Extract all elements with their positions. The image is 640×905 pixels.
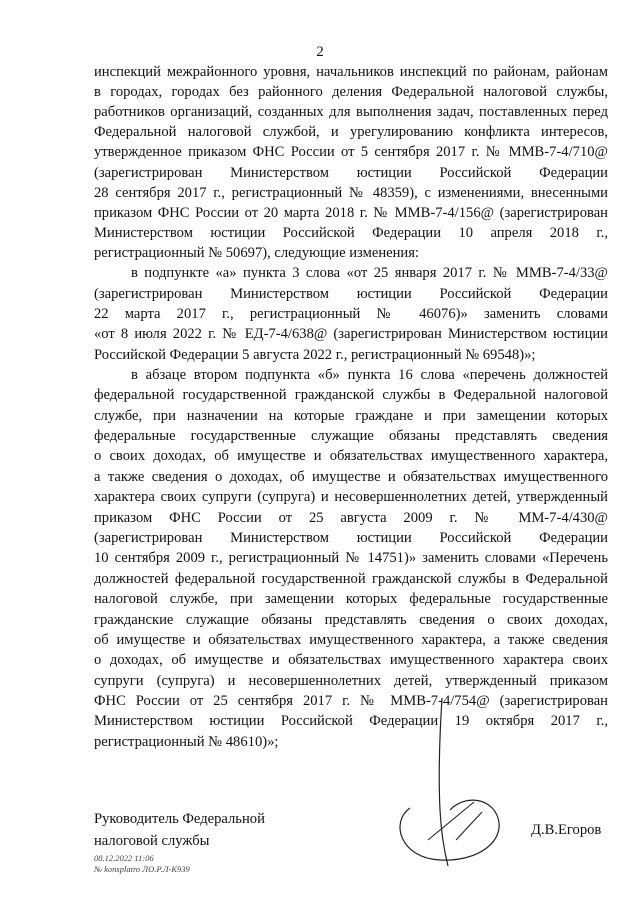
text-line: федеральной государственной гражданской службы в Федеральной налоговой — [94, 387, 608, 403]
text-line: должностей федеральной государственной гражданской службы в Федеральной — [94, 571, 608, 587]
text-line: 28 сентября 2017 г., регистрационный № 48359), с изменениями, внесенными — [94, 185, 608, 201]
text-line: (зарегистрирован Министерством юстиции Российской Федерации — [94, 286, 608, 302]
text-line: утвержденное приказом ФНС России от 5 сентября 2017 г. № ММВ-7-4/710@ — [94, 144, 608, 160]
text-line: «от 8 июля 2022 г. № ЕД-7-4/638@ (зарегистрирован Министерством юстиции — [94, 326, 608, 342]
text-line: (зарегистрирован Министерством юстиции Российской Федерации — [94, 530, 608, 546]
text-line: в городах, городах без районного деления Федеральной налоговой службы, — [94, 84, 608, 100]
text-line: инспекций межрайонного уровня, начальников инспекций по районам, районам — [94, 64, 608, 80]
handwritten-signature — [370, 690, 530, 870]
text-line: (зарегистрирован Министерством юстиции Российской Федерации — [94, 165, 608, 181]
text-line: Российской Федерации 5 августа 2022 г., регистрационный № 69548)»; — [94, 347, 536, 363]
text-line: приказом ФНС России от 20 марта 2018 г. № ММВ-7-4/156@ (зарегистрирован — [94, 205, 608, 221]
text-line: о своих доходах, об имуществе и обязательствах имущественного характера, — [94, 448, 608, 464]
text-line: Министерством юстиции Российской Федерации 19 октября 2017 г., — [94, 713, 608, 729]
text-line: в абзаце втором подпункта «б» пункта 16 слова «перечень должностей — [131, 367, 608, 383]
text-line: службе, при назначении на которые граждане и при замещении которых — [94, 408, 608, 424]
text-line: о доходах, об имуществе и обязательствах имущественного характера своих — [94, 652, 608, 668]
text-line: ФНС России от 25 сентября 2017 г. № ММВ-7-4/754@ (зарегистрирован — [94, 693, 608, 709]
signer-position: Руководитель Федеральной — [94, 811, 265, 827]
text-line: а также сведения о доходах, об имуществе и обязательствах имущественного — [94, 469, 608, 485]
print-stamp-id: № konsplatro ЛО.Р.Л-К939 — [94, 864, 190, 874]
signer-name: Д.В.Егоров — [531, 822, 602, 838]
text-line: 22 марта 2017 г., регистрационный № 46076)» заменить словами — [94, 306, 608, 322]
print-stamp-date: 08.12.2022 11:06 — [94, 853, 154, 863]
text-line: регистрационный № 50697), следующие изменения: — [94, 245, 419, 261]
text-line: характера своих супруги (супруга) и несовершеннолетних детей, утвержденный — [94, 489, 608, 505]
text-line: Федеральной налоговой службой, и урегулированию конфликта интересов, — [94, 124, 608, 140]
text-line: в подпункте «а» пункта 3 слова «от 25 января 2017 г. № ММВ-7-4/33@ — [131, 265, 608, 281]
text-line: 10 сентября 2009 г., регистрационный № 14751)» заменить словами «Перечень — [94, 550, 608, 566]
text-line: федеральные государственные служащие обязаны представлять сведения — [94, 428, 608, 444]
page-number: 2 — [316, 44, 324, 60]
text-line: Министерством юстиции Российской Федерации 10 апреля 2018 г., — [94, 225, 608, 241]
text-line: гражданские служащие обязаны представлять сведения о своих доходах, — [94, 612, 608, 628]
signer-position-line2: налоговой службы — [94, 833, 210, 849]
text-line: налоговой службе, при замещении которых федеральные государственные — [94, 591, 608, 607]
text-line: работников организаций, созданных для выполнения задач, поставленных перед — [94, 104, 608, 120]
text-line: об имуществе и обязательствах имущественного характера, а также сведения — [94, 632, 608, 648]
text-line: приказом ФНС России от 25 августа 2009 г. № ММ-7-4/430@ — [94, 510, 608, 526]
text-line: супруги (супруга) и несовершеннолетних детей, утвержденный приказом — [94, 673, 608, 689]
text-line: регистрационный № 48610)»; — [94, 734, 279, 750]
